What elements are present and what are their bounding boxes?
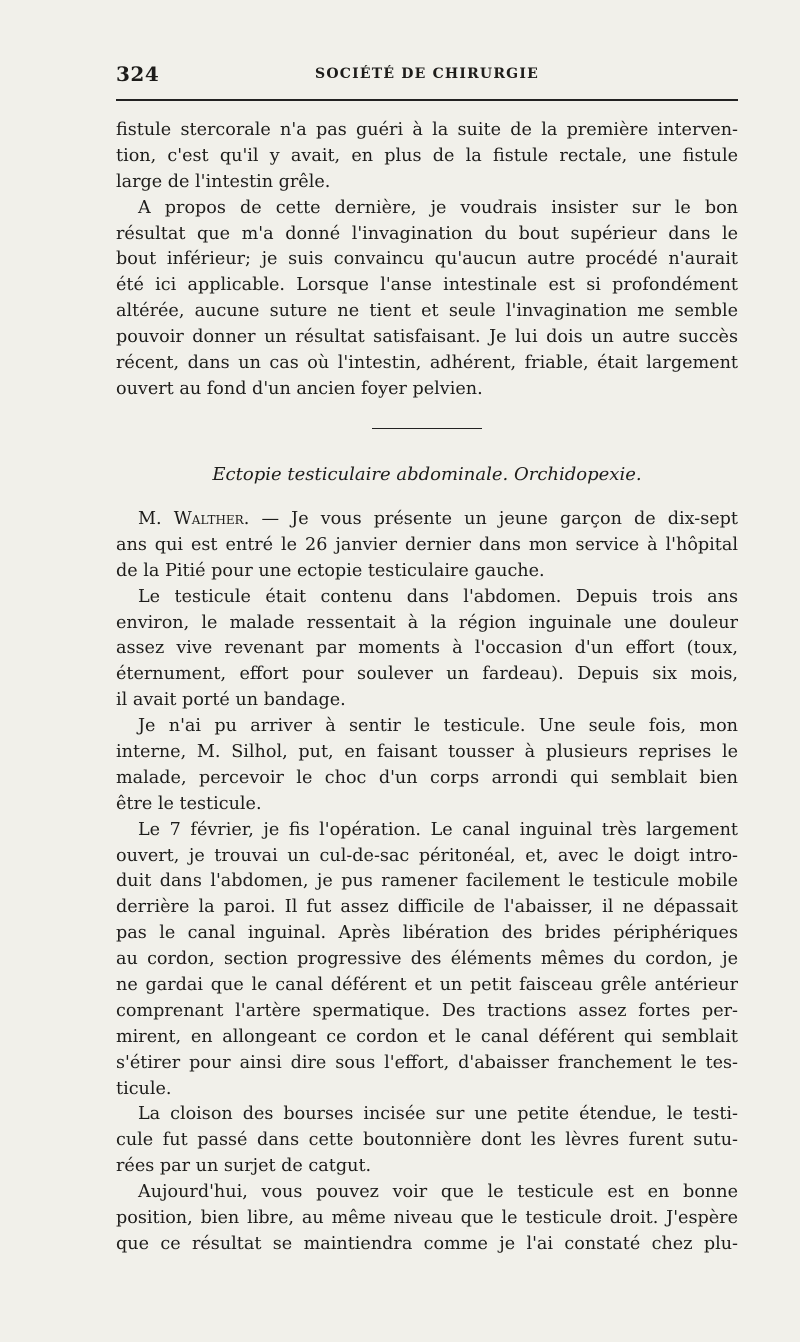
header-rule (116, 99, 738, 101)
text-line: fistule stercorale n'a pas guéri à la suite de la première interven- (116, 120, 738, 140)
text-line: ouvert au fond d'un ancien foyer pelvien. (116, 378, 483, 399)
text-line: Aujourd'hui, vous pouvez voir que le testicule est en bonne (138, 1182, 738, 1203)
text-line: malade, percevoir le choc d'un corps arrondi qui semblait bien (116, 767, 738, 788)
text-line-first (116, 507, 738, 533)
text-line: que ce résultat se maintiendra comme je l'ai constaté chez plu- (116, 1233, 738, 1254)
text-line: ticule. (116, 1078, 172, 1099)
text-line: pouvoir donner un résultat satisfaisant. Je lui dois un autre succès (116, 327, 738, 348)
text-line: été ici applicable. Lorsque l'anse intestinale est si profondément (116, 275, 738, 296)
text-line: mirent, en allongeant ce cordon et le canal déférent qui semblait (116, 1026, 738, 1047)
text-line: être le testicule. (116, 793, 262, 814)
text-line: comprenant l'artère spermatique. Des tractions assez fortes per- (116, 1000, 738, 1021)
text-line: assez vive revenant par moments à l'occasion d'un effort (toux, (116, 638, 738, 659)
page-header (116, 62, 738, 88)
text-block-continuation (116, 118, 738, 403)
text-line: cule fut passé dans cette boutonnière dont les lèvres furent sutu- (116, 1130, 738, 1151)
text-line: environ, le malade ressentait à la région inguinale une douleur (116, 612, 738, 633)
running-title: SOCIÉTÉ DE CHIRURGIE (315, 66, 539, 82)
text-line: A propos de cette dernière, je voudrais insister sur le bon (138, 197, 738, 218)
text-line: au cordon, section progressive des éléments mêmes du cordon, je (116, 949, 738, 970)
text-line: Le 7 février, je fis l'opération. Le canal inguinal très largement (138, 819, 738, 840)
speaker-name: Walther. (173, 509, 250, 529)
text-line: La cloison des bourses incisée sur une petite étendue, le testi- (138, 1104, 738, 1125)
text-line: large de l'intestin grêle. (116, 171, 331, 192)
text-line: éternument, effort pour soulever un fardeau). Depuis six mois, (116, 664, 738, 685)
text-line: position, bien libre, au même niveau que le testicule droit. J'espère (116, 1208, 738, 1229)
page-number: 324 (116, 62, 160, 86)
text-line: pas le canal inguinal. Après libération des brides périphériques (116, 923, 738, 944)
text-line: s'étirer pour ainsi dire sous l'effort, d'abaisser franchement le tes- (116, 1052, 738, 1073)
text-line: récent, dans un cas où l'intestin, adhérent, friable, était largement (116, 353, 738, 374)
text-line: interne, M. Silhol, put, en faisant tousser à plusieurs reprises le (116, 742, 738, 763)
section-title: Ectopie testiculaire abdominale. Orchidopexie. (212, 464, 642, 485)
text-line: ne gardai que le canal déférent et un petit faisceau grêle antérieur (116, 975, 738, 996)
text-line: rées par un surjet de catgut. (116, 1156, 372, 1177)
text-line: Je n'ai pu arriver à sentir le testicule. Une seule fois, mon (138, 716, 738, 737)
section-divider (372, 428, 482, 429)
text-line: résultat que m'a donné l'invagination du bout supérieur dans le (116, 223, 738, 244)
text-line: derrière la paroi. Il fut assez difficile de l'abaisser, il ne dépassait (116, 897, 738, 918)
text-block-walther (116, 507, 738, 1258)
first-line-rest: — Je vous présente un jeune garçon de dix-sept (261, 509, 738, 529)
text-line: duit dans l'abdomen, je pus ramener facilement le testicule mobile (116, 871, 738, 892)
text-line: bout inférieur; je suis convaincu qu'aucun autre procédé n'aurait (116, 249, 738, 270)
text-line: altérée, aucune suture ne tient et seule l'invagination me semble (116, 301, 738, 322)
text-line: de la Pitié pour une ectopie testiculaire gauche. (116, 560, 545, 581)
speaker-prefix: M. (138, 509, 162, 529)
text-line: tion, c'est qu'il y avait, en plus de la fistule rectale, une fistule (116, 145, 738, 166)
text-line: il avait porté un bandage. (116, 690, 346, 711)
text-line: ans qui est entré le 26 janvier dernier dans mon service à l'hôpital (116, 534, 738, 555)
text-line: ouvert, je trouvai un cul-de-sac péritonéal, et, avec le doigt intro- (116, 845, 738, 866)
text-line: Le testicule était contenu dans l'abdomen. Depuis trois ans (138, 586, 738, 607)
